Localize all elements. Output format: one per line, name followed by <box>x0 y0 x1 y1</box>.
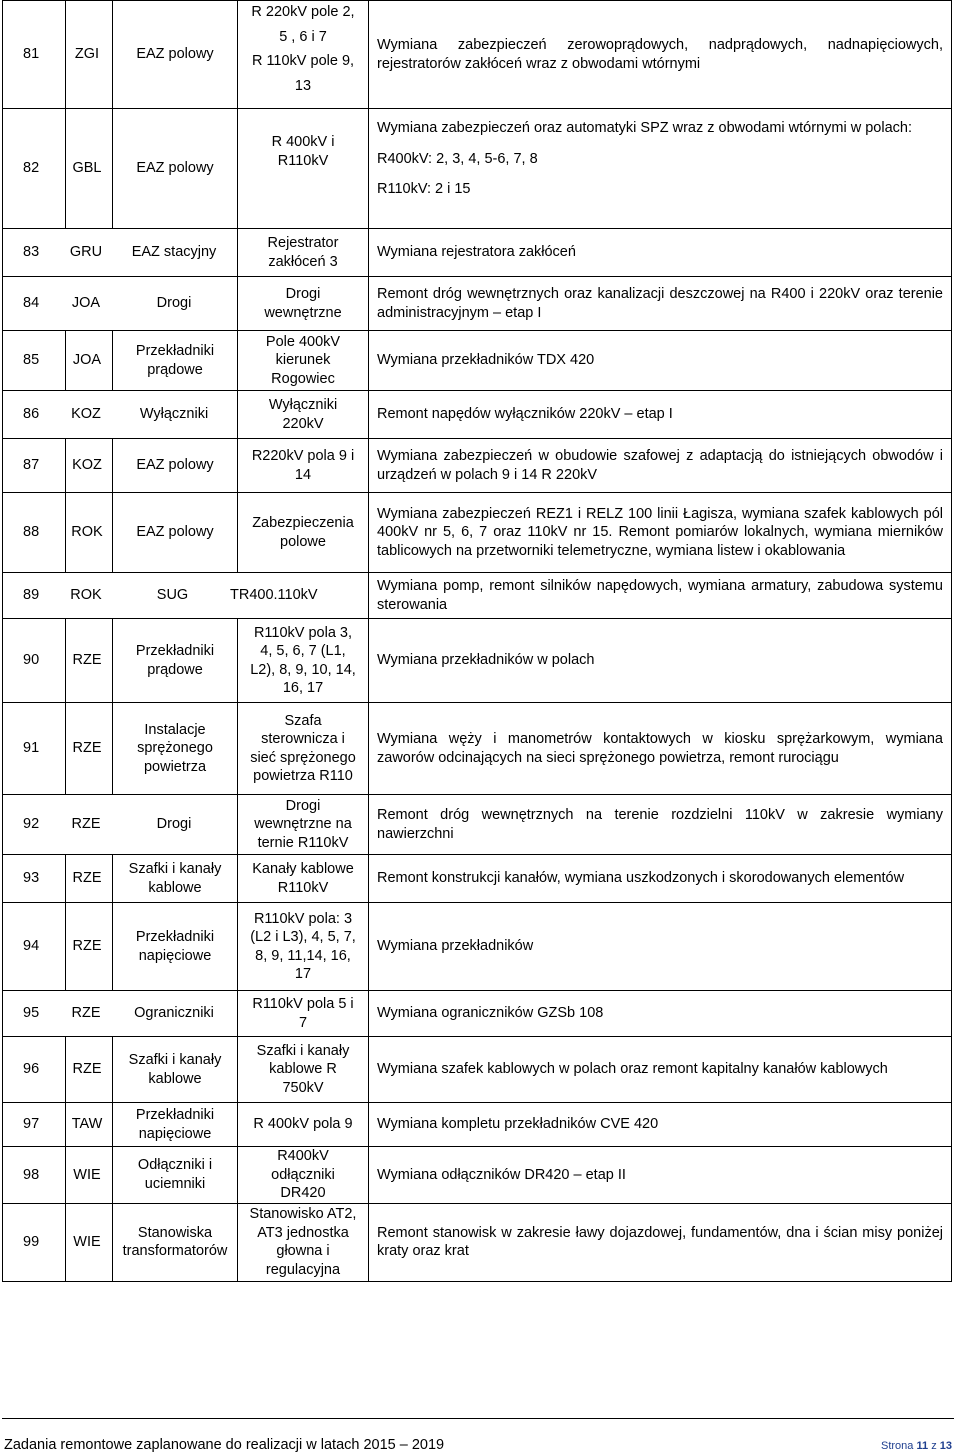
cell-description-line: Remont stanowisk w zakresie ławy dojazdowej, fundamentów, dna i ścian misy poniżej kraty oraz krat <box>377 1224 943 1259</box>
cell-location-line: R110kV pola 3, <box>253 624 353 641</box>
cell-type: EAZ polowy <box>113 109 238 229</box>
cell-location-line: 16, 17 <box>282 680 324 696</box>
cell-location <box>238 493 369 573</box>
cell-description <box>369 1147 952 1204</box>
cell-location <box>238 109 369 229</box>
table-row <box>3 391 952 439</box>
cell-object: JOA <box>66 331 113 391</box>
page-sep: z <box>931 1440 937 1452</box>
cell-object: WIE <box>66 1147 113 1204</box>
table-row <box>3 229 952 277</box>
cell-type: Odłączniki i uciemniki <box>113 1147 238 1204</box>
cell-description-line: Wymiana przekładników TDX 420 <box>377 352 595 369</box>
cell-location <box>238 277 369 331</box>
cell-location <box>238 1 369 109</box>
cell-description <box>369 855 952 903</box>
cell-nr: 97 <box>3 1103 66 1147</box>
footer-divider <box>2 1418 954 1419</box>
row-summary-cell <box>3 795 238 855</box>
cell-description <box>369 109 952 229</box>
cell-nr: 87 <box>3 439 66 493</box>
cell-location-line: odłączniki <box>271 1166 335 1183</box>
cell-description <box>369 1203 952 1281</box>
cell-object: KOZ <box>66 439 113 493</box>
table-row <box>3 331 952 391</box>
cell-location <box>238 439 369 493</box>
cell-description <box>369 277 952 331</box>
cell-nr: 99 <box>3 1203 66 1281</box>
page-total: 13 <box>939 1440 952 1452</box>
cell-type: Drogi <box>156 816 192 833</box>
cell-nr: 92 <box>23 816 40 833</box>
cell-object: RZE <box>66 619 113 703</box>
row-summary-cell <box>3 991 238 1037</box>
cell-type: SUG <box>156 587 189 604</box>
cell-location-line: L2), 8, 9, 10, 14, <box>250 661 356 678</box>
cell-object: TAW <box>66 1103 113 1147</box>
cell-nr: 83 <box>23 244 40 261</box>
cell-type: EAZ stacyjny <box>131 244 217 261</box>
cell-location-line: Drogi <box>285 286 321 302</box>
cell-description-line: Wymiana szafek kablowych w polach oraz remont kapitalny kanałów kablowych <box>377 1061 888 1078</box>
cell-location-line: R 400kV pola 9 <box>253 1116 353 1133</box>
cell-location-line: Stanowisko AT2, <box>249 1206 357 1222</box>
cell-nr: 81 <box>3 1 66 109</box>
cell-description <box>369 703 952 795</box>
cell-nr: 82 <box>3 109 66 229</box>
cell-description-line: R110kV: 2 i 15 <box>377 181 471 197</box>
cell-location-line: 17 <box>294 966 312 982</box>
cell-location <box>238 703 369 795</box>
cell-location-line: głowna i <box>276 1243 330 1259</box>
cell-location-line: 14 <box>294 466 312 483</box>
cell-type: Instalacje sprężonego powietrza <box>113 703 238 795</box>
cell-description <box>369 1037 952 1103</box>
cell-nr: 84 <box>23 295 40 312</box>
table-row <box>3 1103 952 1147</box>
cell-location-line: Zabezpieczenia <box>252 515 354 531</box>
cell-location-line: regulacyjna <box>265 1261 341 1278</box>
table-row <box>3 1147 952 1204</box>
cell-description-line: Wymiana przekładników w polach <box>377 652 595 669</box>
cell-description-line: Remont napędów wyłączników 220kV – etap I <box>377 406 673 423</box>
cell-location-line: R220kV pola 9 i <box>251 448 355 464</box>
cell-object: WIE <box>66 1203 113 1281</box>
cell-description-line: Remont dróg wewnętrznych na terenie rozdzielni 110kV w zakresie wymiany nawierzchni <box>377 807 943 842</box>
cell-type: Przekładniki prądowe <box>113 331 238 391</box>
cell-location-line: R110kV pola: 3 <box>253 910 353 927</box>
cell-description-line: Wymiana przekładników <box>377 938 534 955</box>
cell-location-line: 13 <box>294 77 312 94</box>
cell-description-line: Wymiana zabezpieczeń REZ1 i RELZ 100 linii Łagisza, wymiana szafek kablowych pól 400kV nr 5, 6, 7 oraz 110kV nr 15. Remont pomiarów lokalnych, wymiana mierników tablicowych na przetworniki telemetryczne, wymiana listew i okablowania <box>377 505 943 559</box>
cell-description <box>369 795 952 855</box>
cell-type: Szafki i kanały kablowe <box>113 855 238 903</box>
cell-location-line: ternie R110kV <box>257 834 349 851</box>
cell-type: Wyłączniki <box>139 406 209 423</box>
cell-type: EAZ polowy <box>113 1 238 109</box>
cell-nr: 98 <box>3 1147 66 1204</box>
cell-location <box>238 903 369 991</box>
table-row <box>3 903 952 991</box>
cell-type: EAZ polowy <box>113 493 238 573</box>
row-summary-cell <box>3 277 238 331</box>
cell-location-line: zakłóceń 3 <box>268 253 338 270</box>
cell-nr: 94 <box>3 903 66 991</box>
cell-type: Przekładniki prądowe <box>113 619 238 703</box>
cell-location-line: TR400.110kV <box>230 587 318 604</box>
cell-location-line: R 400kV i <box>271 134 335 150</box>
cell-description-line: Wymiana rejestratora zakłóceń <box>377 244 576 261</box>
cell-description-line: Remont konstrukcji kanałów, wymiana uszkodzonych i skorodowanych elementów <box>377 870 905 887</box>
cell-description <box>369 573 952 619</box>
cell-description-line: Wymiana kompletu przekładników CVE 420 <box>377 1116 659 1133</box>
footer-title: Zadania remontowe zaplanowane do realizacji w latach 2015 – 2019 <box>4 1437 445 1453</box>
cell-nr: 89 <box>23 587 40 604</box>
table-row <box>3 277 952 331</box>
cell-object: KOZ <box>71 406 101 423</box>
cell-location <box>238 1103 369 1147</box>
cell-location-line: R 220kV pole 2, <box>251 4 355 20</box>
cell-type: Przekładniki napięciowe <box>113 903 238 991</box>
cell-object: RZE <box>66 903 113 991</box>
cell-location <box>238 331 369 391</box>
table-row <box>3 1 952 109</box>
cell-location <box>238 1147 369 1204</box>
cell-location <box>238 1037 369 1103</box>
cell-location-line: polowe <box>280 533 326 550</box>
cell-location-line: DR420 <box>280 1185 326 1201</box>
cell-location-line: R110kV <box>277 879 329 896</box>
cell-location-line: Wyłączniki <box>268 397 338 413</box>
cell-location-line: 5 , 6 i 7 <box>279 28 327 45</box>
cell-location-line: Szafa <box>284 712 322 729</box>
table-row <box>3 619 952 703</box>
page-current: 11 <box>916 1440 929 1452</box>
cell-location <box>238 619 369 703</box>
cell-location-line: wewnętrzne na <box>254 816 352 833</box>
cell-object: RZE <box>66 703 113 795</box>
table-body <box>3 1 952 1282</box>
cell-location-line: 220kV <box>282 415 324 432</box>
cell-description-line: Wymiana zabezpieczeń oraz automatyki SPZ wraz z obwodami wtórnymi w polach: <box>377 120 912 136</box>
cell-object: ROK <box>66 493 113 573</box>
cell-location-line: Kanały kablowe <box>252 861 354 877</box>
cell-location-line: R 110kV pole 9, <box>251 53 355 69</box>
cell-description-line: Wymiana zabezpieczeń w obudowie szafowej z adaptacją do istniejących obwodów i urządzeń w polach 9 i 14 R 220kV <box>377 448 943 483</box>
cell-type: EAZ polowy <box>113 439 238 493</box>
table-row <box>3 573 952 619</box>
page-number <box>881 1437 952 1456</box>
cell-nr: 96 <box>3 1037 66 1103</box>
cell-object: ROK <box>70 587 102 604</box>
cell-description <box>369 619 952 703</box>
cell-location-line: Szafki i kanały <box>256 1042 350 1059</box>
cell-location-line: Rejestrator <box>267 235 339 251</box>
cell-description-line: Wymiana zabezpieczeń zerowoprądowych, nadprądowych, nadnapięciowych, rejestratorów zakłóceń wraz z obwodami wtórnymi <box>377 37 943 72</box>
cell-description-line: Wymiana ograniczników GZSb 108 <box>377 1005 604 1022</box>
cell-object: JOA <box>71 295 101 312</box>
cell-location-line: Rogowiec <box>271 370 335 387</box>
page-label: Strona <box>881 1440 914 1452</box>
cell-description <box>369 493 952 573</box>
table-row <box>3 109 952 229</box>
cell-type: Szafki i kanały kablowe <box>113 1037 238 1103</box>
cell-location-line: kablowe R <box>269 1061 337 1078</box>
cell-nr: 91 <box>3 703 66 795</box>
cell-nr: 95 <box>23 1005 40 1022</box>
cell-location-line: R110kV pola 5 i <box>252 996 354 1012</box>
cell-location <box>238 795 369 855</box>
cell-description-line: Wymiana odłączników DR420 – etap II <box>377 1166 626 1183</box>
table-row <box>3 1037 952 1103</box>
cell-description <box>369 1103 952 1147</box>
cell-location-line: powietrza R110 <box>253 768 353 784</box>
cell-object: RZE <box>71 1005 101 1022</box>
cell-location <box>238 229 369 277</box>
cell-type: Drogi <box>156 295 192 312</box>
cell-object: RZE <box>66 855 113 903</box>
cell-object: RZE <box>71 816 101 833</box>
row-summary-cell <box>3 229 238 277</box>
table-row <box>3 1203 952 1281</box>
cell-location <box>238 855 369 903</box>
cell-type: Stanowiska transformatorów <box>113 1203 238 1281</box>
cell-description <box>369 439 952 493</box>
row-summary-cell <box>3 573 369 619</box>
cell-location-line: 8, 9, 11,14, 16, <box>255 947 351 964</box>
cell-description <box>369 1 952 109</box>
cell-description <box>369 331 952 391</box>
table-row <box>3 795 952 855</box>
cell-object: ZGI <box>66 1 113 109</box>
table-row <box>3 855 952 903</box>
cell-location-line: AT3 jednostka <box>257 1224 349 1241</box>
cell-description-line: Wymiana węży i manometrów kontaktowych w kiosku sprężarkowym, wymiana zaworów odcinających na sieci sprężonego powietrza, remont rurociągu <box>377 731 943 766</box>
cell-description-line: R400kV: 2, 3, 4, 5-6, 7, 8 <box>377 150 538 167</box>
cell-location <box>238 391 369 439</box>
table-row <box>3 991 952 1037</box>
cell-location-line: kierunek <box>275 352 331 369</box>
cell-location-line: sterownicza i <box>261 731 345 747</box>
table-row <box>3 439 952 493</box>
cell-nr: 88 <box>3 493 66 573</box>
cell-description <box>369 391 952 439</box>
table-row <box>3 703 952 795</box>
cell-location-line: wewnętrzne <box>264 304 342 321</box>
cell-type: Przekładniki napięciowe <box>113 1103 238 1147</box>
cell-object: GBL <box>66 109 113 229</box>
cell-location-line: 750kV <box>282 1079 324 1096</box>
cell-location-line: Pole 400kV <box>265 333 341 350</box>
cell-nr: 90 <box>3 619 66 703</box>
cell-description <box>369 903 952 991</box>
cell-location-line: (L2 i L3), 4, 5, 7, <box>250 929 356 945</box>
cell-location-line: 7 <box>298 1014 308 1031</box>
cell-nr: 93 <box>3 855 66 903</box>
cell-location <box>238 991 369 1037</box>
cell-location-line: Drogi <box>285 797 321 814</box>
cell-object: RZE <box>66 1037 113 1103</box>
cell-description <box>369 229 952 277</box>
cell-location-line: sieć sprężonego <box>250 749 356 766</box>
cell-object: GRU <box>69 244 103 261</box>
table-row <box>3 493 952 573</box>
cell-location-line: R110kV <box>277 152 329 169</box>
cell-type: Ograniczniki <box>134 1005 214 1022</box>
cell-location-line: 4, 5, 6, 7 (L1, <box>260 643 346 659</box>
cell-location-line: R400kV <box>277 1148 329 1164</box>
cell-description-line: Wymiana pomp, remont silników napędowych, wymiana armatury, zabudowa systemu sterowania <box>377 578 943 613</box>
cell-nr: 85 <box>3 331 66 391</box>
cell-description-line: Remont dróg wewnętrznych oraz kanalizacji deszczowej na R400 i 220kV oraz terenie administracyjnym – etap I <box>377 286 943 321</box>
row-summary-cell <box>3 391 238 439</box>
cell-nr: 86 <box>23 406 40 423</box>
repair-tasks-table <box>2 0 952 1282</box>
cell-description <box>369 991 952 1037</box>
cell-location <box>238 1203 369 1281</box>
